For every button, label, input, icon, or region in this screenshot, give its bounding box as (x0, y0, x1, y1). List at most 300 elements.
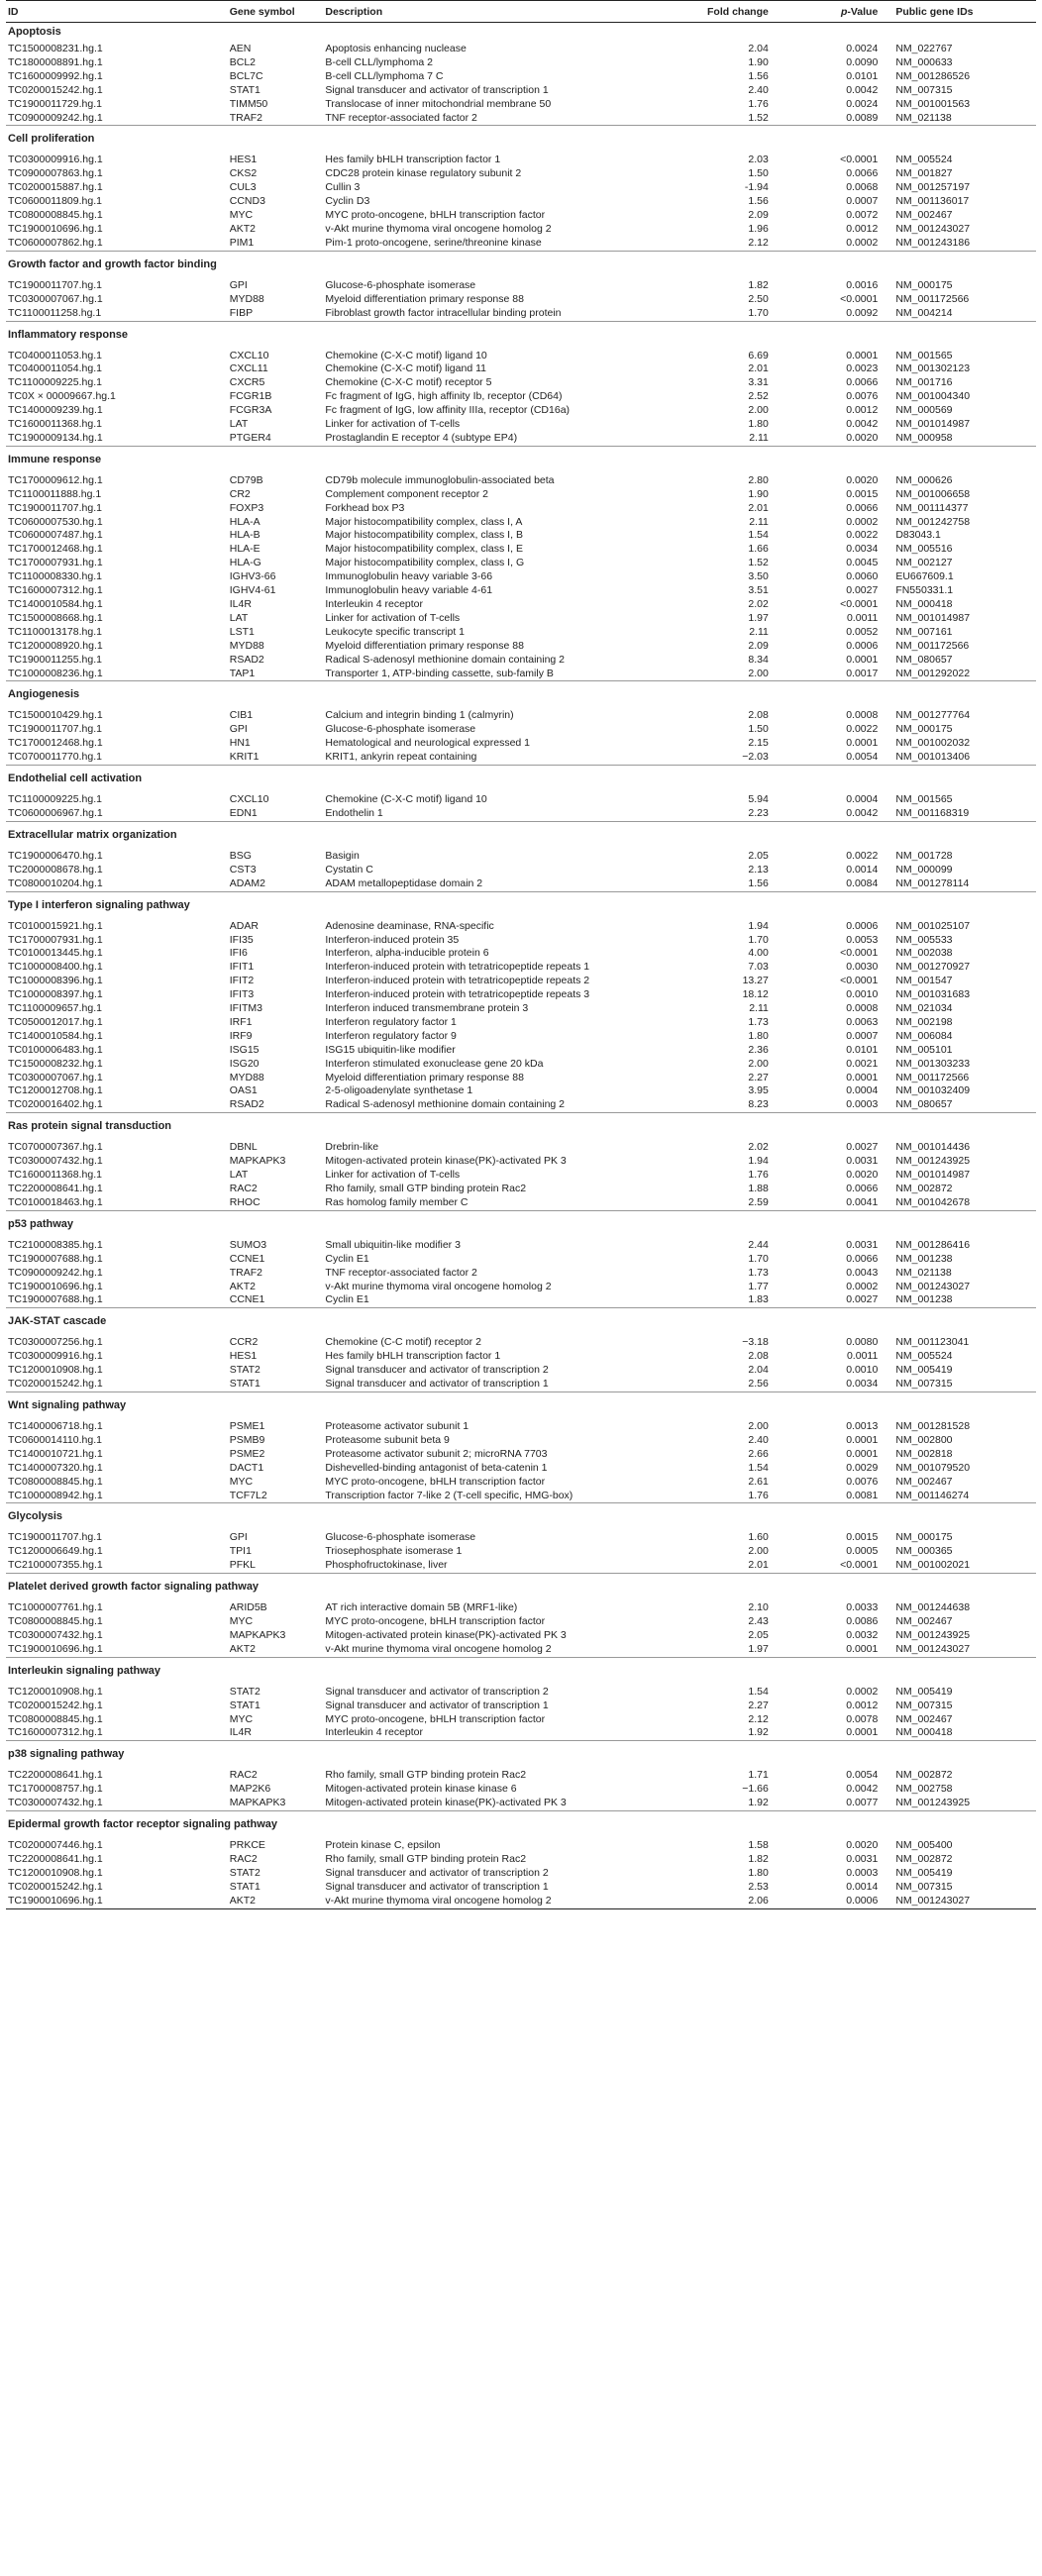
section-title: Immune response (6, 446, 1036, 474)
cell-p-value: 0.0001 (846, 653, 879, 666)
cell-public-gene-id: NM_021034 (895, 1002, 953, 1015)
table-row (6, 1281, 1036, 1294)
cell-fold-change: 1.54 (748, 529, 769, 542)
table-row (6, 961, 1036, 975)
cell-fold-change: 18.12 (742, 988, 769, 1001)
cell-p-value: 0.0034 (846, 543, 879, 556)
cell-public-gene-id: NM_001136017 (895, 195, 970, 208)
table-row (6, 154, 1036, 167)
cell-gene-symbol: GPI (229, 723, 248, 736)
table-row (6, 432, 1036, 446)
cell-description: Mitogen-activated protein kinase kinase 6 (325, 1783, 517, 1796)
cell-id: TC0600007862.hg.1 (8, 236, 103, 249)
cell-id: TC0200015242.hg.1 (8, 83, 103, 96)
cell-description: B-cell CLL/lymphoma 2 (325, 55, 433, 68)
cell-id: TC1900011729.hg.1 (8, 97, 102, 110)
cell-fold-change: 1.56 (748, 876, 769, 889)
cell-fold-change: 1.76 (748, 1489, 769, 1501)
cell-gene-symbol: LST1 (229, 625, 255, 638)
cell-id: TC1900007688.hg.1 (8, 1293, 103, 1306)
cell-id: TC0600007487.hg.1 (8, 529, 103, 542)
cell-description: Chemokine (C-C motif) receptor 2 (325, 1336, 481, 1349)
cell-fold-change: 1.58 (748, 1839, 769, 1852)
cell-id: TC1700008757.hg.1 (8, 1783, 103, 1796)
table-row (6, 502, 1036, 516)
cell-p-value: 0.0016 (846, 278, 879, 291)
section-title: p53 pathway (6, 1210, 1036, 1239)
cell-fold-change: 1.73 (748, 1266, 769, 1279)
cell-public-gene-id: NM_007161 (895, 625, 953, 638)
cell-public-gene-id: NM_001270927 (895, 961, 971, 974)
cell-p-value: 0.0011 (846, 1350, 879, 1363)
cell-fold-change: 1.80 (748, 1866, 769, 1879)
section-title: Growth factor and growth factor binding (6, 251, 1036, 279)
cell-fold-change: −1.66 (742, 1783, 769, 1796)
section-title: Interleukin signaling pathway (6, 1657, 1036, 1686)
cell-id: TC0X × 00009667.hg.1 (8, 390, 116, 403)
cell-fold-change: 2.66 (748, 1447, 769, 1460)
cell-description: Major histocompatibility complex, class I, A (325, 515, 523, 528)
section-title: Endothelial cell activation (6, 766, 1036, 794)
cell-public-gene-id: NM_080657 (895, 1098, 953, 1111)
cell-gene-symbol: RAC2 (229, 1183, 258, 1194)
cell-id: TC0300007432.hg.1 (8, 1797, 103, 1809)
cell-gene-symbol: AKT2 (229, 1642, 257, 1655)
cell-id: TC0200015887.hg.1 (8, 181, 103, 194)
cell-public-gene-id: NM_002038 (895, 947, 953, 960)
section-title: Cell proliferation (6, 126, 1036, 155)
cell-fold-change: 2.05 (748, 1628, 769, 1641)
cell-gene-symbol: TAP1 (229, 667, 256, 679)
cell-p-value: 0.0005 (846, 1545, 879, 1558)
cell-description: v-Akt murine thymoma viral oncogene homolog 2 (323, 1895, 690, 1908)
cell-gene-symbol: SUMO3 (229, 1238, 267, 1251)
cell-p-value: 0.0066 (846, 1252, 879, 1265)
cell-gene-symbol: RHOC (229, 1195, 260, 1208)
header-public-gene-ids: Public gene IDs (880, 1, 1036, 23)
cell-p-value: 0.0084 (846, 876, 879, 889)
cell-gene-symbol: MYD88 (229, 1071, 264, 1083)
table-row (6, 668, 1036, 681)
cell-p-value: 0.0041 (846, 1195, 879, 1208)
cell-gene-symbol: CXCR5 (229, 376, 265, 389)
cell-p-value: 0.0002 (846, 236, 879, 249)
cell-gene-symbol: IFIT1 (229, 961, 255, 974)
cell-fold-change: 1.88 (748, 1183, 769, 1194)
cell-p-value: 0.0012 (846, 222, 879, 235)
cell-id: TC0100013445.hg.1 (8, 947, 103, 960)
table-row (6, 570, 1036, 584)
cell-p-value: 0.0008 (846, 1002, 879, 1015)
table-row (6, 1881, 1036, 1895)
cell-fold-change: 1.56 (748, 69, 769, 82)
table-row (6, 1002, 1036, 1016)
cell-id: TC1100009225.hg.1 (8, 376, 102, 389)
table-row (6, 1531, 1036, 1545)
table-row (6, 293, 1036, 307)
cell-fold-change: 1.92 (748, 1726, 769, 1739)
cell-gene-symbol: STAT2 (229, 1685, 260, 1698)
section-header-row (6, 1657, 1036, 1686)
cell-public-gene-id: NM_001716 (895, 376, 953, 389)
cell-p-value: 0.0003 (846, 1098, 879, 1111)
section-title: Platelet derived growth factor signaling pathway (6, 1574, 1036, 1602)
table-row (6, 56, 1036, 70)
cell-public-gene-id: NM_000175 (895, 1531, 953, 1544)
table-row (6, 1643, 1036, 1657)
cell-id: TC0100015921.hg.1 (8, 919, 103, 932)
cell-gene-symbol: HES1 (229, 154, 258, 166)
cell-id: TC1100011888.hg.1 (8, 487, 102, 500)
cell-public-gene-id: FN550331.1 (895, 584, 954, 597)
section-header-row (6, 821, 1036, 850)
table-row (6, 1462, 1036, 1476)
section-header-row (6, 23, 1036, 44)
cell-p-value: 0.0034 (846, 1378, 879, 1391)
cell-public-gene-id: NM_001243027 (880, 1895, 1036, 1908)
cell-id: TC0200007446.hg.1 (8, 1839, 103, 1852)
cell-public-gene-id: NM_000365 (895, 1545, 953, 1558)
cell-gene-symbol: IL4R (229, 1726, 252, 1739)
cell-id: TC1100013178.hg.1 (8, 625, 102, 638)
table-header (6, 1, 1036, 23)
cell-public-gene-id: NM_001565 (895, 793, 953, 806)
cell-fold-change: 2.00 (748, 1545, 769, 1558)
cell-description: Signal transducer and activator of transcription 2 (325, 1685, 549, 1698)
cell-description: Hes family bHLH transcription factor 1 (325, 154, 501, 166)
section-title: Wnt signaling pathway (6, 1391, 1036, 1420)
cell-gene-symbol: RSAD2 (229, 1098, 264, 1111)
table-row (6, 557, 1036, 570)
cell-public-gene-id: NM_001002032 (895, 737, 971, 750)
cell-id: TC0200015242.hg.1 (8, 1378, 103, 1391)
table-row (6, 751, 1036, 765)
cell-fold-change: 6.69 (748, 349, 769, 361)
cell-description: Signal transducer and activator of transcription 2 (325, 1364, 549, 1377)
cell-p-value: 0.0017 (846, 667, 879, 679)
cell-gene-symbol: HN1 (229, 737, 251, 750)
cell-p-value: 0.0054 (846, 751, 879, 764)
cell-gene-symbol: CCND3 (229, 195, 265, 208)
section-header-row (6, 681, 1036, 710)
cell-id: TC1600007312.hg.1 (8, 584, 103, 597)
table-row (6, 1700, 1036, 1713)
cell-fold-change: -1.94 (744, 181, 769, 194)
cell-description: Pim-1 proto-oncogene, serine/threonine kinase (325, 236, 542, 249)
cell-fold-change: 2.06 (691, 1895, 794, 1908)
cell-id: TC0800008845.hg.1 (8, 1475, 103, 1488)
cell-gene-symbol: PFKL (229, 1559, 257, 1572)
cell-p-value: 0.0031 (846, 1238, 879, 1251)
header-row (6, 1, 1036, 23)
cell-fold-change: 1.83 (748, 1293, 769, 1306)
cell-p-value: 0.0021 (846, 1057, 879, 1070)
table-row (6, 1169, 1036, 1183)
cell-id: TC0300007432.hg.1 (8, 1628, 103, 1641)
cell-gene-symbol: AKT2 (228, 1895, 324, 1908)
cell-public-gene-id: NM_000175 (895, 278, 953, 291)
table-row (6, 1686, 1036, 1700)
cell-id: TC1000008400.hg.1 (8, 961, 103, 974)
cell-gene-symbol: CCNE1 (229, 1293, 265, 1306)
cell-p-value: 0.0004 (846, 1084, 879, 1097)
table-row (6, 988, 1036, 1002)
cell-fold-change: 1.50 (748, 723, 769, 736)
cell-public-gene-id: NM_002758 (895, 1783, 953, 1796)
cell-fold-change: 1.82 (748, 278, 769, 291)
cell-fold-change: 2.13 (748, 863, 769, 876)
cell-fold-change: 1.94 (748, 919, 769, 932)
table-row (6, 1559, 1036, 1573)
cell-description: Chemokine (C-X-C motif) ligand 11 (325, 362, 486, 375)
cell-fold-change: 2.50 (748, 292, 769, 305)
section-title: JAK-STAT cascade (6, 1308, 1036, 1337)
cell-gene-symbol: MYD88 (229, 292, 264, 305)
cell-description: 2-5-oligoadenylate synthetase 1 (325, 1084, 473, 1097)
cell-id: TC0600006967.hg.1 (8, 806, 103, 819)
cell-description: Leukocyte specific transcript 1 (325, 625, 466, 638)
table-row (6, 1853, 1036, 1867)
cell-p-value: 0.0072 (846, 209, 879, 222)
cell-p-value: 0.0101 (846, 1043, 879, 1056)
cell-gene-symbol: RSAD2 (229, 653, 264, 666)
cell-id: TC0300009916.hg.1 (8, 1350, 103, 1363)
cell-gene-symbol: TPI1 (229, 1545, 252, 1558)
cell-gene-symbol: KRIT1 (229, 751, 260, 764)
cell-fold-change: 2.02 (748, 598, 769, 610)
section-title: p38 signaling pathway (6, 1741, 1036, 1770)
table-row (6, 390, 1036, 404)
cell-public-gene-id: NM_001547 (895, 975, 953, 987)
table-row (6, 167, 1036, 181)
cell-fold-change: 2.08 (748, 709, 769, 722)
table-row (6, 1183, 1036, 1196)
cell-description: Major histocompatibility complex, class I, G (325, 557, 525, 569)
cell-public-gene-id: NM_001031683 (895, 988, 971, 1001)
cell-fold-change: 2.52 (748, 390, 769, 403)
cell-description: ADAM metallopeptidase domain 2 (325, 876, 483, 889)
cell-id: TC1600007312.hg.1 (8, 1726, 103, 1739)
cell-p-value: 0.0030 (846, 961, 879, 974)
table-row (6, 350, 1036, 363)
cell-p-value: 0.0022 (846, 849, 879, 862)
cell-p-value: 0.0031 (846, 1155, 879, 1168)
cell-public-gene-id: NM_001002021 (895, 1559, 971, 1572)
cell-p-value: 0.0003 (846, 1866, 879, 1879)
cell-p-value: 0.0077 (846, 1797, 879, 1809)
cell-public-gene-id: NM_005419 (895, 1866, 953, 1879)
table-row (6, 1030, 1036, 1044)
cell-gene-symbol: MYC (229, 1475, 254, 1488)
table-row (6, 1839, 1036, 1853)
cell-public-gene-id: NM_001238 (895, 1293, 953, 1306)
cell-id: TC1700007931.hg.1 (8, 557, 103, 569)
cell-gene-symbol: IRF9 (229, 1029, 253, 1042)
cell-id: TC1100011258.hg.1 (8, 306, 102, 319)
cell-gene-symbol: STAT1 (229, 83, 260, 96)
table-row (6, 1350, 1036, 1364)
table-row (6, 793, 1036, 807)
cell-gene-symbol: OAS1 (229, 1084, 258, 1097)
cell-public-gene-id: NM_005524 (895, 154, 953, 166)
cell-fold-change: 3.95 (748, 1084, 769, 1097)
cell-p-value: <0.0001 (840, 947, 879, 960)
cell-gene-symbol: IFI35 (229, 933, 254, 946)
cell-p-value: 0.0006 (794, 1895, 880, 1908)
table-row (6, 1476, 1036, 1490)
cell-id: TC1900007688.hg.1 (8, 1252, 103, 1265)
cell-p-value: 0.0066 (846, 376, 879, 389)
cell-public-gene-id: NM_001042678 (895, 1195, 971, 1208)
table-row (6, 723, 1036, 737)
cell-p-value: 0.0063 (846, 1015, 879, 1028)
cell-id: TC1900011707.hg.1 (8, 501, 102, 514)
cell-gene-symbol: STAT2 (229, 1866, 260, 1879)
cell-fold-change: 1.66 (748, 543, 769, 556)
cell-public-gene-id: NM_001172566 (895, 292, 970, 305)
cell-public-gene-id: NM_005419 (895, 1364, 953, 1377)
cell-id: TC1900011255.hg.1 (8, 653, 102, 666)
cell-gene-symbol: CIB1 (229, 709, 254, 722)
cell-description: Prostaglandin E receptor 4 (subtype EP4) (325, 431, 518, 444)
table-row (6, 1098, 1036, 1112)
table-row (6, 1196, 1036, 1210)
cell-p-value: <0.0001 (840, 292, 879, 305)
cell-p-value: 0.0027 (846, 1141, 879, 1154)
cell-gene-symbol: PTGER4 (229, 431, 271, 444)
cell-p-value: 0.0006 (846, 919, 879, 932)
table-row (6, 807, 1036, 821)
cell-p-value: 0.0001 (846, 1447, 879, 1460)
cell-id: TC1600011368.hg.1 (8, 1169, 102, 1182)
cell-id: TC1900011707.hg.1 (8, 1531, 102, 1544)
cell-description: Interferon stimulated exonuclease gene 20 kDa (325, 1057, 544, 1070)
cell-description: Forkhead box P3 (325, 501, 405, 514)
cell-id: TC2200008641.hg.1 (8, 1853, 103, 1865)
cell-fold-change: 1.70 (748, 306, 769, 319)
cell-gene-symbol: IFIT2 (229, 975, 255, 987)
cell-gene-symbol: STAT2 (229, 1364, 260, 1377)
cell-p-value: 0.0015 (846, 1531, 879, 1544)
cell-p-value: 0.0012 (846, 404, 879, 417)
table-row (6, 1783, 1036, 1797)
cell-public-gene-id: NM_002467 (895, 1615, 953, 1628)
cell-description: MYC proto-oncogene, bHLH transcription factor (325, 1712, 546, 1725)
header-p-rest: -Value (847, 5, 879, 18)
table-row (6, 947, 1036, 961)
cell-fold-change: 1.90 (748, 55, 769, 68)
cell-gene-symbol: GPI (229, 1531, 248, 1544)
cell-gene-symbol: TIMM50 (229, 97, 268, 110)
cell-fold-change: 2.12 (748, 236, 769, 249)
cell-gene-symbol: CXCL10 (229, 793, 269, 806)
cell-id: TC2200008641.hg.1 (8, 1183, 103, 1194)
section-header-row (6, 766, 1036, 794)
table-row (6, 209, 1036, 223)
cell-id: TC0900009242.hg.1 (8, 111, 103, 124)
cell-fold-change: 2.10 (748, 1601, 769, 1614)
cell-p-value: 0.0066 (846, 501, 879, 514)
cell-gene-symbol: CUL3 (229, 181, 257, 194)
cell-p-value: 0.0010 (846, 1364, 879, 1377)
cell-description: Chemokine (C-X-C motif) receptor 5 (325, 376, 492, 389)
cell-public-gene-id: NM_002467 (895, 1712, 953, 1725)
cell-gene-symbol: HLA-A (229, 515, 260, 528)
table-row (6, 1895, 1036, 1908)
table-row (6, 1155, 1036, 1169)
cell-public-gene-id: NM_001123041 (895, 1336, 970, 1349)
cell-id: TC0700007367.hg.1 (8, 1141, 103, 1154)
cell-public-gene-id: NM_000633 (895, 55, 953, 68)
cell-description: Interleukin 4 receptor (325, 598, 424, 610)
cell-id: TC0300007067.hg.1 (8, 292, 103, 305)
cell-id: TC1100009657.hg.1 (8, 1002, 102, 1015)
cell-description: MYC proto-oncogene, bHLH transcription factor (325, 209, 546, 222)
cell-id: TC1700012468.hg.1 (8, 737, 103, 750)
cell-id: TC1900010696.hg.1 (8, 1280, 103, 1292)
cell-description: Mitogen-activated protein kinase(PK)-activated PK 3 (325, 1155, 567, 1168)
cell-fold-change: 2.11 (749, 625, 769, 638)
cell-id: TC0100006483.hg.1 (8, 1043, 103, 1056)
cell-public-gene-id: NM_002467 (895, 209, 953, 222)
cell-p-value: 0.0068 (846, 181, 879, 194)
cell-fold-change: 7.03 (748, 961, 769, 974)
cell-id: TC1600009992.hg.1 (8, 69, 103, 82)
cell-id: TC1200010908.hg.1 (8, 1866, 103, 1879)
cell-fold-change: 3.51 (748, 584, 769, 597)
cell-fold-change: 2.09 (748, 209, 769, 222)
cell-public-gene-id: NM_001277764 (895, 709, 971, 722)
cell-id: TC0200016402.hg.1 (8, 1098, 103, 1111)
table-row (6, 1016, 1036, 1030)
cell-description: MYC proto-oncogene, bHLH transcription factor (325, 1615, 546, 1628)
table-row (6, 1378, 1036, 1391)
cell-description: v-Akt murine thymoma viral oncogene homolog 2 (325, 1642, 552, 1655)
cell-gene-symbol: TCF7L2 (229, 1489, 267, 1501)
table-row (6, 1072, 1036, 1085)
cell-fold-change: 2.09 (748, 639, 769, 652)
cell-p-value: <0.0001 (840, 598, 879, 610)
cell-gene-symbol: ADAR (229, 919, 259, 932)
header-fold-change: Fold change (691, 1, 794, 23)
cell-description: Rho family, small GTP binding protein Rac2 (325, 1853, 527, 1865)
cell-description: Linker for activation of T-cells (325, 1169, 461, 1182)
cell-description: Mitogen-activated protein kinase(PK)-activated PK 3 (325, 1797, 567, 1809)
cell-id: TC1500010429.hg.1 (8, 709, 103, 722)
cell-gene-symbol: IFI6 (229, 947, 248, 960)
cell-id: TC1200010908.hg.1 (8, 1364, 103, 1377)
cell-id: TC1500008231.hg.1 (8, 43, 103, 54)
cell-p-value: 0.0001 (846, 349, 879, 361)
cell-p-value: 0.0024 (846, 97, 879, 110)
cell-fold-change: 1.56 (748, 195, 769, 208)
cell-fold-change: 2.15 (748, 737, 769, 750)
cell-public-gene-id: NM_001243027 (895, 1642, 971, 1655)
cell-id: TC1400006718.hg.1 (8, 1419, 103, 1432)
cell-description: Myeloid differentiation primary response 88 (325, 292, 524, 305)
cell-fold-change: 2.53 (748, 1880, 769, 1893)
cell-description: Cyclin E1 (325, 1293, 369, 1306)
cell-fold-change: 8.34 (748, 653, 769, 666)
cell-id: TC0800008845.hg.1 (8, 1712, 103, 1725)
cell-description: Interferon-induced protein with tetratricopeptide repeats 3 (325, 988, 590, 1001)
cell-public-gene-id: NM_005419 (895, 1685, 953, 1698)
cell-public-gene-id: NM_000099 (895, 863, 953, 876)
cell-id: TC0800008845.hg.1 (8, 209, 103, 222)
table-row (6, 70, 1036, 84)
cell-fold-change: 2.00 (748, 1057, 769, 1070)
cell-public-gene-id: NM_080657 (895, 653, 953, 666)
